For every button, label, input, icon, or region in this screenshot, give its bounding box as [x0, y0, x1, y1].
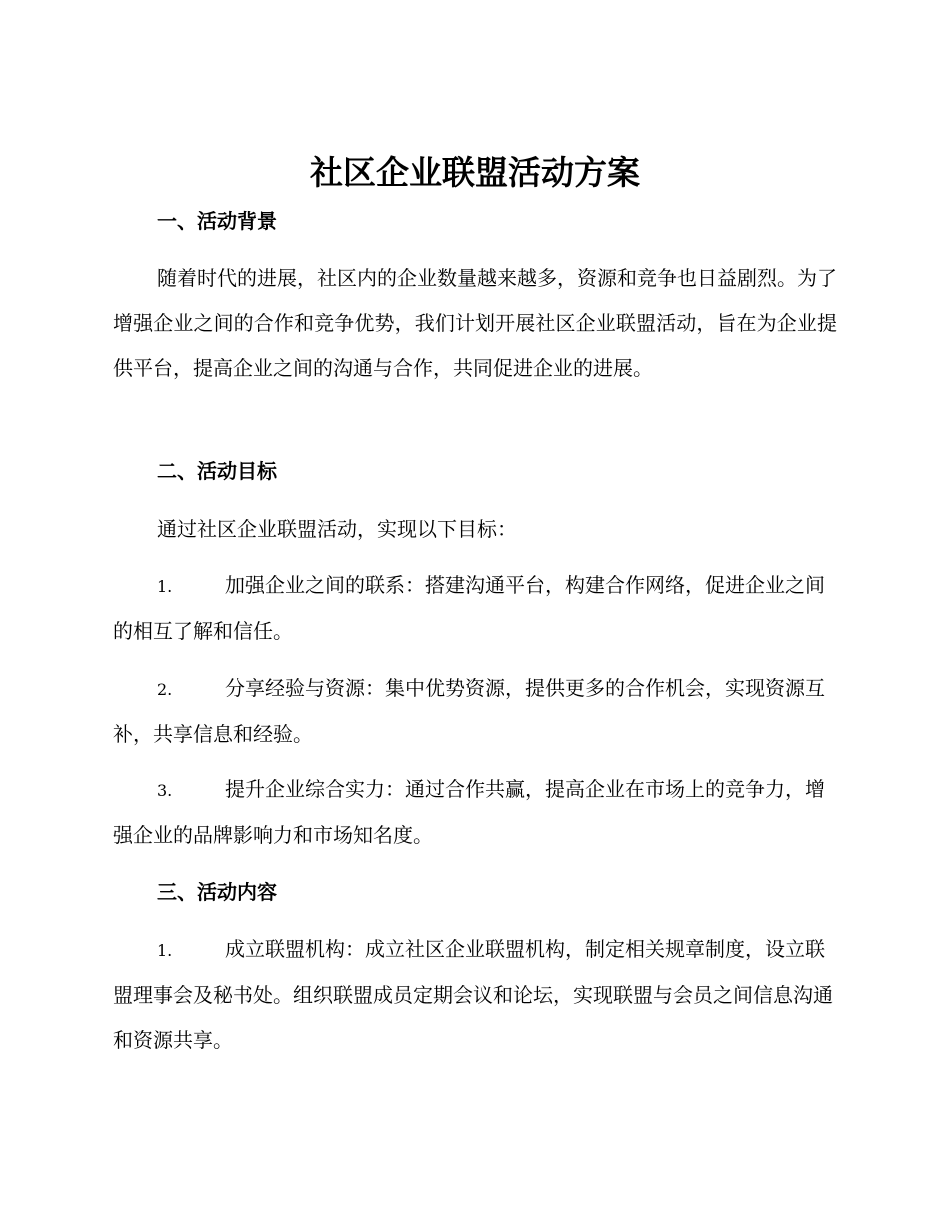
content-item-1	[113, 927, 837, 1063]
goal-item-1	[113, 563, 837, 654]
document-title: 社区企业联盟活动方案	[310, 153, 640, 192]
section-heading-content: 三、活动内容	[157, 880, 277, 904]
section-heading-goals: 二、活动目标	[157, 459, 277, 483]
background-paragraph: 随着时代的进展，社区内的企业数量越来越多，资源和竞争也日益剧烈。为了增强企业之间的合作和竞争优势，我们计划开展社区企业联盟活动，旨在为企业提供平台，提高企业之间的沟通与合作，共同促进企业的进展。	[113, 266, 837, 380]
goal-item-3	[113, 767, 837, 858]
goal-item-number: 2.	[157, 680, 173, 699]
goal-item-number: 1.	[157, 577, 173, 596]
goal-item-text: 加强企业之间的联系：搭建沟通平台，构建合作网络，促进企业之间的相互了解和信任。	[113, 573, 825, 643]
goal-item-number: 3.	[157, 781, 173, 800]
section-heading-background: 一、活动背景	[157, 209, 277, 233]
goal-item-text: 提升企业综合实力：通过合作共赢，提高企业在市场上的竞争力，增强企业的品牌影响力和市场知名度。	[113, 777, 825, 847]
content-item-number: 1.	[157, 941, 173, 960]
goal-item-2	[113, 666, 837, 757]
goals-intro: 通过社区企业联盟活动，实现以下目标：	[157, 517, 517, 541]
content-item-text: 成立联盟机构：成立社区企业联盟机构，制定相关规章制度，设立联盟理事会及秘书处。组织联盟成员定期会议和论坛，实现联盟与会员之间信息沟通和资源共享。	[113, 937, 833, 1052]
goal-item-text: 分享经验与资源：集中优势资源，提供更多的合作机会，实现资源互补，共享信息和经验。	[113, 676, 825, 746]
